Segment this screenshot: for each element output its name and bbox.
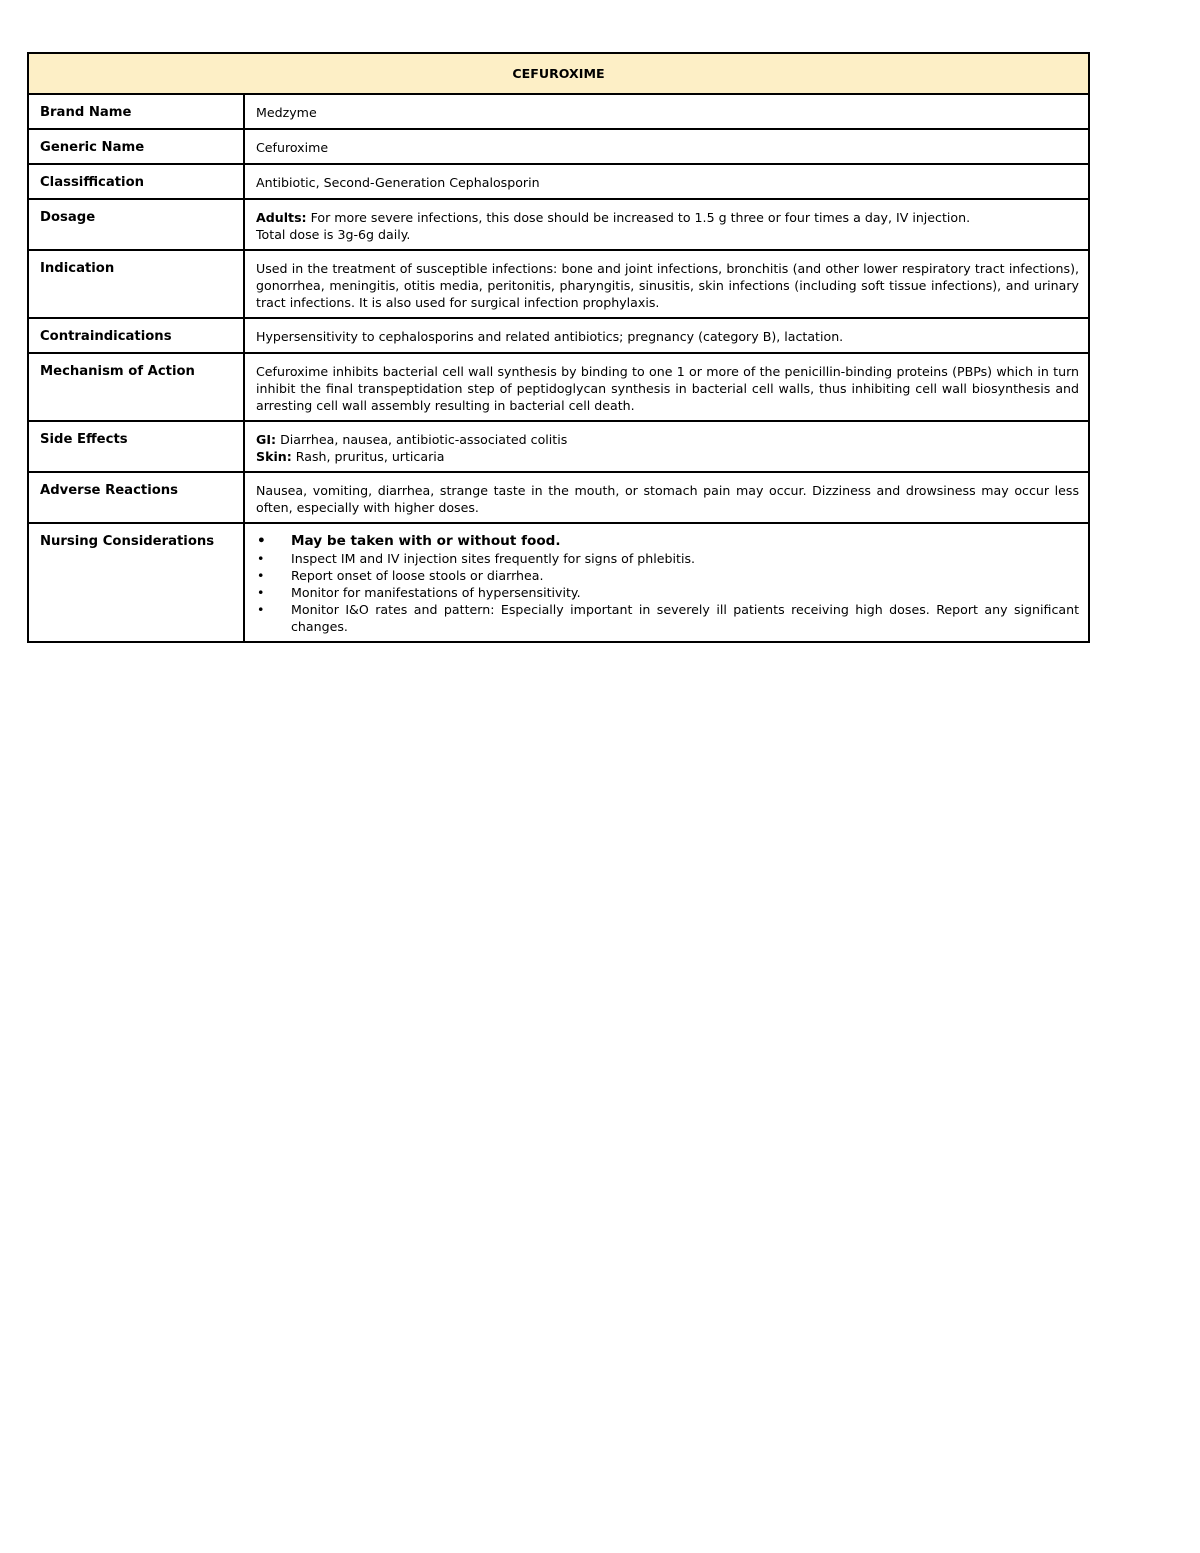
row-label: Indication bbox=[28, 250, 244, 318]
row-value bbox=[244, 523, 1089, 642]
row-value: Cefuroxime inhibits bacterial cell wall synthesis by binding to one 1 or more of the penicillin-binding proteins (PBPs) which in turn inhibit the final transpeptidation step of peptidoglycan synthesis in bacterial cell walls, thus inhibiting cell wall biosynthesis and arresting cell wall assembly resulting in bacterial cell death. bbox=[244, 353, 1089, 421]
list-item bbox=[256, 584, 1079, 601]
title-row bbox=[28, 53, 1089, 94]
row-label: Nursing Considerations bbox=[28, 523, 244, 642]
skin-label: Skin: bbox=[256, 449, 292, 464]
row-label: Mechanism of Action bbox=[28, 353, 244, 421]
bullet-icon: • bbox=[257, 585, 265, 600]
drug-title: CEFUROXIME bbox=[28, 53, 1089, 94]
mechanism-row bbox=[28, 353, 1089, 421]
adverse-reactions-row bbox=[28, 472, 1089, 523]
nursing-considerations-row bbox=[28, 523, 1089, 642]
side-effects-row bbox=[28, 421, 1089, 472]
dosage-line-2: Total dose is 3g-6g daily. bbox=[256, 227, 411, 242]
row-value: Antibiotic, Second-Generation Cephalosporin bbox=[244, 164, 1089, 199]
row-label: Contraindications bbox=[28, 318, 244, 353]
row-value: Cefuroxime bbox=[244, 129, 1089, 164]
list-item bbox=[256, 601, 1079, 635]
drug-info-table bbox=[27, 52, 1090, 643]
row-label: Generic Name bbox=[28, 129, 244, 164]
dosage-row bbox=[28, 199, 1089, 250]
list-item-text: Inspect IM and IV injection sites frequently for signs of phlebitis. bbox=[291, 551, 696, 566]
contraindications-row bbox=[28, 318, 1089, 353]
row-value: Medzyme bbox=[244, 94, 1089, 129]
bullet-icon: • bbox=[257, 551, 265, 566]
row-label: Dosage bbox=[28, 199, 244, 250]
list-item bbox=[256, 550, 1079, 567]
row-label: Classiffication bbox=[28, 164, 244, 199]
row-label: Side Effects bbox=[28, 421, 244, 472]
generic-name-row bbox=[28, 129, 1089, 164]
list-item-text: Monitor for manifestations of hypersensitivity. bbox=[291, 585, 581, 600]
bullet-icon: • bbox=[257, 602, 265, 617]
row-value bbox=[244, 199, 1089, 250]
skin-value: Rash, pruritus, urticaria bbox=[291, 449, 445, 464]
list-item-text: May be taken with or without food. bbox=[291, 533, 561, 549]
row-value: Used in the treatment of susceptible infections: bone and joint infections, bronchitis (and other lower respiratory tract infections), gonorrhea, meningitis, otitis media, peritonitis, pharyngitis, sinusitis, skin infections (including soft tissue infections), and urinary tract infections. It is also used for surgical infection prophylaxis. bbox=[244, 250, 1089, 318]
row-value: Hypersensitivity to cephalosporins and related antibiotics; pregnancy (category B), lactation. bbox=[244, 318, 1089, 353]
row-label: Brand Name bbox=[28, 94, 244, 129]
indication-row bbox=[28, 250, 1089, 318]
row-value bbox=[244, 421, 1089, 472]
list-item-text: Monitor I&O rates and pattern: Especially important in severely ill patients receiving high doses. Report any significant changes. bbox=[291, 602, 1080, 634]
bullet-icon: • bbox=[257, 533, 266, 549]
list-item-text: Report onset of loose stools or diarrhea. bbox=[291, 568, 544, 583]
list-item bbox=[256, 533, 1079, 550]
row-label: Adverse Reactions bbox=[28, 472, 244, 523]
brand-name-row bbox=[28, 94, 1089, 129]
gi-label: GI: bbox=[256, 432, 277, 447]
dosage-text: For more severe infections, this dose should be increased to 1.5 g three or four times a day, IV injection. bbox=[306, 210, 971, 225]
dosage-prefix: Adults: bbox=[256, 210, 307, 225]
list-item bbox=[256, 567, 1079, 584]
side-effect-gi bbox=[256, 431, 1079, 448]
dosage-line-1 bbox=[256, 209, 1079, 226]
row-value: Nausea, vomiting, diarrhea, strange taste in the mouth, or stomach pain may occur. Dizziness and drowsiness may occur less often, especially with higher doses. bbox=[244, 472, 1089, 523]
nursing-list bbox=[256, 533, 1079, 635]
side-effect-skin bbox=[256, 448, 1079, 465]
bullet-icon: • bbox=[257, 568, 265, 583]
classification-row bbox=[28, 164, 1089, 199]
gi-value: Diarrhea, nausea, antibiotic-associated colitis bbox=[276, 432, 568, 447]
